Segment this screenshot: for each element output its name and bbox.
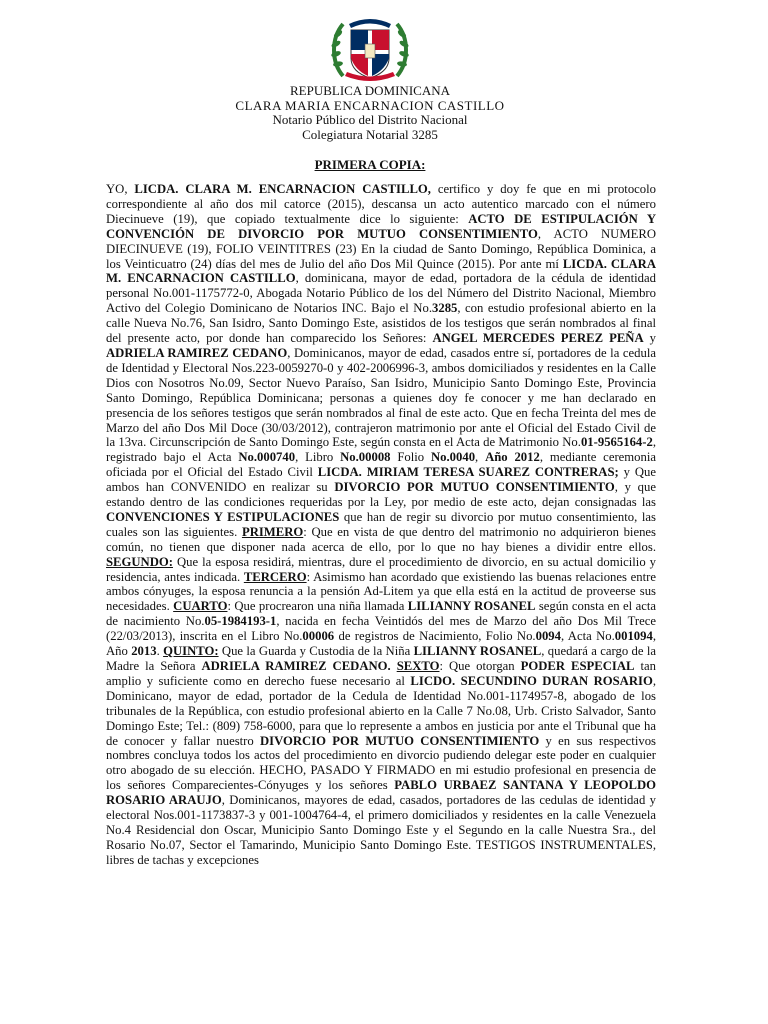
body-segment: PABLO URBAEZ SANTANA Y LEOPOLDO ROSARIO ARAUJO (106, 778, 656, 808)
body-segment: CONVENCIONES Y ESTIPULACIONES (106, 509, 340, 524)
body-segment: LICDA. CLARA M. ENCARNACION CASTILLO, (134, 182, 431, 196)
body-segment: 05-1984193-1 (204, 614, 277, 629)
body-segment: ADRIELA RAMIREZ CEDANO. (201, 659, 397, 673)
body-segment: QUINTO: (163, 644, 219, 659)
body-segment: y (643, 331, 656, 346)
body-segment: 3285 (432, 301, 458, 316)
body-segment: LICDA. MIRIAM TERESA SUAREZ CONTRERAS; (317, 465, 619, 480)
body-segment: de registros de Nacimiento, Folio No. (334, 629, 536, 644)
body-segment: y Que ambos han CONVENIDO en realizar su (106, 465, 656, 495)
body-segment: , registrado bajo el Acta (106, 435, 656, 465)
country-name: REPUBLICA DOMINICANA (290, 83, 450, 98)
body-segment: , Acta No. (560, 629, 615, 644)
body-segment: ADRIELA RAMIREZ CEDANO (106, 345, 288, 360)
copy-heading (100, 157, 640, 173)
body-segment: Que la esposa residirá, mientras, dure el procedimiento de divorcio, en su actual domicilio y residencia, antes indicada. (106, 554, 656, 584)
body-segment: No.000740 (238, 450, 296, 465)
body-segment: : Asimismo han acordado que existiendo las buenas relaciones entre ambos cónyuges, la esposa renuncia a la pensión Ad-Litem ya que ella está en la actitud de proveerse sus necesidades. (106, 569, 656, 614)
notary-title: Notario Público del Distrito Nacional (272, 112, 468, 128)
body-segment: , Libro (295, 450, 341, 465)
body-segment: PRIMERO (241, 524, 304, 539)
body-segment: PODER ESPECIAL (520, 659, 635, 673)
body-segment: LILIANNY ROSANEL (413, 644, 542, 659)
body-segment: certifico y doy fe que en mi protocolo correspondiente al año dos mil catorce (2015), descansa un acto autentico marcado con el número Diecinueve (19), que copiado textualmente dice lo siguiente: (106, 182, 657, 226)
body-segment: DIVORCIO POR MUTUO CONSENTIMIENTO (334, 480, 615, 495)
notary-name: CLARA MARIA ENCARNACION CASTILLO (235, 97, 505, 113)
body-segment: LILIANNY ROSANEL (407, 599, 536, 614)
body-segment: LICDA. CLARA M. ENCARNACION CASTILLO (106, 256, 656, 286)
body-segment: , y que estando dentro de las condiciones requeridas por la Ley, por medio de este acto, dejan consignadas las (106, 480, 656, 510)
body-segment: , con estudio profesional abierto en la calle Nueva No.76, San Isidro, Santo Domingo Este, asistidos de los testigos que serán nombrados al final del presente acto, por donde han comparecido los Señores: (106, 301, 656, 346)
body-segment: Folio (390, 450, 431, 465)
document-body (106, 182, 656, 868)
body-segment: , ACTO NUMERO DIECINUEVE (19), FOLIO VEINTITRES (23) En la ciudad de Santo Domingo, República Dominica, a los Veinticuatro (24) días del mes de Julio del año Dos Mil Quince (2015). Por ante mí (106, 226, 656, 271)
body-segment: , Año (106, 629, 656, 659)
body-segment: , Dominicano, mayor de edad, portador de la Cedula de Identidad No.001-1174957-8, abogado de los tribunales de la República, con estudio profesional abierto en la Calle 7 No.08, Urb. Cristo Salvador, Santo Domingo Este; Tel.: (809) 758-6000, para que lo represente a ambos en justicia por ante el Tribunal que ha de conocer y fallar nuestro (106, 673, 656, 748)
body-segment: : Que otorgan (439, 659, 521, 673)
body-segment: No.0040 (430, 450, 476, 465)
body-segment: que han de regir su divorcio por mutuo consentimiento, las cuales son las siguientes. (106, 509, 656, 539)
body-segment: DIVORCIO POR MUTUO CONSENTIMIENTO (260, 733, 540, 748)
body-segment: 2013 (131, 644, 157, 659)
body-segment: SEXTO (396, 659, 440, 673)
body-segment: : Que en vista de que dentro del matrimonio no adquirieron bienes común, no tienen que disponer nada acerca de ello, por lo que no hay bienes a dividir entre ellos. (106, 524, 656, 554)
body-segment: LICDO. SECUNDINO DURAN ROSARIO (410, 673, 653, 688)
body-segment: ANGEL MERCEDES PEREZ PEÑA (432, 331, 644, 346)
body-segment: , mediante ceremonia oficiada por el Oficial del Estado Civil (106, 450, 657, 480)
body-segment: , Dominicanos, mayor de edad, casados entre sí, portadores de la cedula de Identidad y Electoral Nos.223-0059270-0 y 402-2006996-3, ambos domiciliados y residentes en la Calle Dios con Nosotros No.09, Sector Nuevo Paraíso, San Isidro, Municipio Santo Domingo Este, Provincia Santo Domingo, República Dominicana; personas a quienes doy fe conocer y me han declarado en presencia de los señores testigos que serán nombrados al final de este acto. Que en fecha Treinta del mes de Marzo del año Dos Mil Doce (30/03/2012), contrajeron matrimonio por ante el Oficial del Estado Civil de la 13va. Circunscripción de Santo Domingo Este, según consta en el Acta de Matrimonio No. (106, 345, 656, 450)
body-segment: . (156, 644, 164, 659)
body-segment: : Que procrearon una niña llamada (227, 599, 408, 614)
body-segment: , quedará a cargo de la Madre la Señora (106, 644, 657, 673)
body-segment: tan amplio y suficiente como en derecho fuese necesario al (106, 659, 656, 688)
body-segment: según consta en el acta de nacimiento No. (106, 599, 656, 629)
body-segment: , nacida en fecha Veintidós del mes de Marzo del año Dos Mil Trece (22/03/2013), inscrita en el Libro No. (106, 614, 656, 644)
registration-number: Colegiatura Notarial 3285 (302, 126, 438, 142)
body-segment: 001094 (614, 629, 653, 644)
copy-title: PRIMERA COPIA: (314, 157, 426, 172)
body-segment: Año 2012 (485, 450, 540, 465)
body-segment: YO, (106, 182, 135, 196)
body-segment: Que la Guarda y Custodia de la Niña (218, 644, 414, 659)
body-segment: 0094 (535, 629, 561, 644)
body-segment: 01-9565164-2 (580, 435, 653, 450)
body-segment: CUARTO (173, 599, 228, 614)
coat-of-arms-icon (329, 14, 411, 84)
body-segment: TERCERO (243, 569, 307, 584)
body-segment: , (475, 450, 486, 465)
body-segment: 00006 (302, 629, 335, 644)
body-segment: y en sus respectivos nombres concluya todos los actos del procedimiento en divorcio pudiendo delegar este poder en cualquier otro abogado de su elección. HECHO, PASADO Y FIRMADO en mi estudio profesional en presencia de los señores Comparecientes-Cónyuges y los señores (106, 733, 656, 793)
body-segment: No.00008 (340, 450, 391, 465)
document-header (100, 84, 640, 142)
body-segment: , Dominicanos, mayores de edad, casados, portadores de las cedulas de identidad y electoral Nos.001-1173837-3 y 001-1004764-4, el primero domiciliados y residentes en la calle Venezuela No.4 Residencial don Oscar, Municipio Santo Domingo Este y el Segundo en la calle Nuestra Sra., del Rosario No.07, Sector el Tamarindo, Municipio Santo Domingo Este. TESTIGOS INSTRUMENTALES, libres de tachas y excepciones (106, 793, 656, 867)
body-segment: SEGUNDO: (106, 554, 173, 569)
body-segment: ACTO DE ESTIPULACIÓN Y CONVENCIÓN DE DIVORCIO POR MUTUO CONSENTIMIENTO (106, 211, 656, 241)
body-segment: , dominicana, mayor de edad, portadora de la cédula de identidad personal No.001-1175772-0, Abogada Notario Público de los del Número del Distrito Nacional, Miembro Activo del Colegio Dominicano de Notarios INC. Bajo el No. (106, 271, 656, 316)
